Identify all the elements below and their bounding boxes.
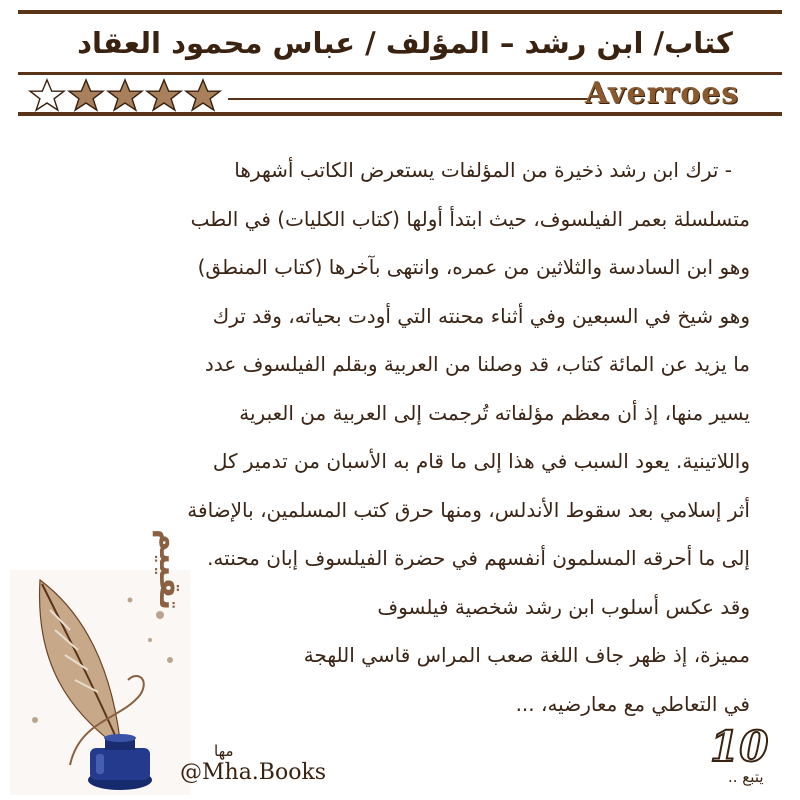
quill-inkwell-logo: [10, 529, 190, 795]
star-icon: [28, 78, 66, 112]
brand-title: Averroes: [585, 76, 740, 111]
text-line: وهو ابن السادسة والثلاثين من عمره، وانتهى بآخرها (كتاب المنطق): [197, 255, 750, 279]
text-line: مميزة، إذ ظهر جاف اللغة صعب المراس قاسي اللهجة: [303, 643, 750, 667]
text-line: ما يزيد عن المائة كتاب، قد وصلنا من العربية وبقلم الفيلسوف عدد: [204, 352, 750, 376]
page-number: 10: [710, 722, 769, 771]
text-line: وقد عكس أسلوب ابن رشد شخصية فيلسوف: [377, 594, 750, 619]
text-line: أثر إسلامي بعد سقوط الأندلس، ومنها حرق كتب المسلمين، بالإضافة: [187, 497, 750, 522]
star-icon: [145, 78, 183, 112]
text-line: وهو شيخ في السبعين وفي أثناء محنته التي أودت بحياته، وقد ترك: [212, 303, 750, 328]
header-divider-mid: [228, 98, 588, 100]
text-line: متسلسلة بعمر الفيلسوف، حيث ابتدأ أولها (كتاب الكليات) في الطب: [190, 206, 750, 231]
text-line: - ترك ابن رشد ذخيرة من المؤلفات يستعرض الكاتب أشهرها: [234, 158, 732, 182]
account-handle: @Mha.Books: [180, 760, 327, 785]
author-name: مها: [214, 742, 234, 760]
star-icon: [67, 78, 105, 112]
logo-label: تقييم: [152, 529, 187, 610]
text-line: في التعاطي مع معارضيه، ...: [515, 691, 750, 716]
text-line: واللاتينية. يعود السبب في هذا إلى ما قام به الأسبان من تدمير كل: [212, 449, 750, 473]
text-line: يسير منها، إذ أن معظم مؤلفاته تُرجمت إلى العربية من العبرية: [239, 400, 750, 425]
page-title: كتاب/ ابن رشد – المؤلف / عباس محمود العقاد: [77, 26, 733, 60]
star-icon: [184, 78, 222, 112]
rating-stars: [28, 78, 223, 112]
continue-label: يتبع ..: [728, 768, 764, 786]
star-icon: [106, 78, 144, 112]
top-rule: [18, 10, 782, 14]
text-line: إلى ما أحرقه المسلمون أنفسهم في حضرة الفيلسوف إبان محنته.: [207, 546, 750, 570]
